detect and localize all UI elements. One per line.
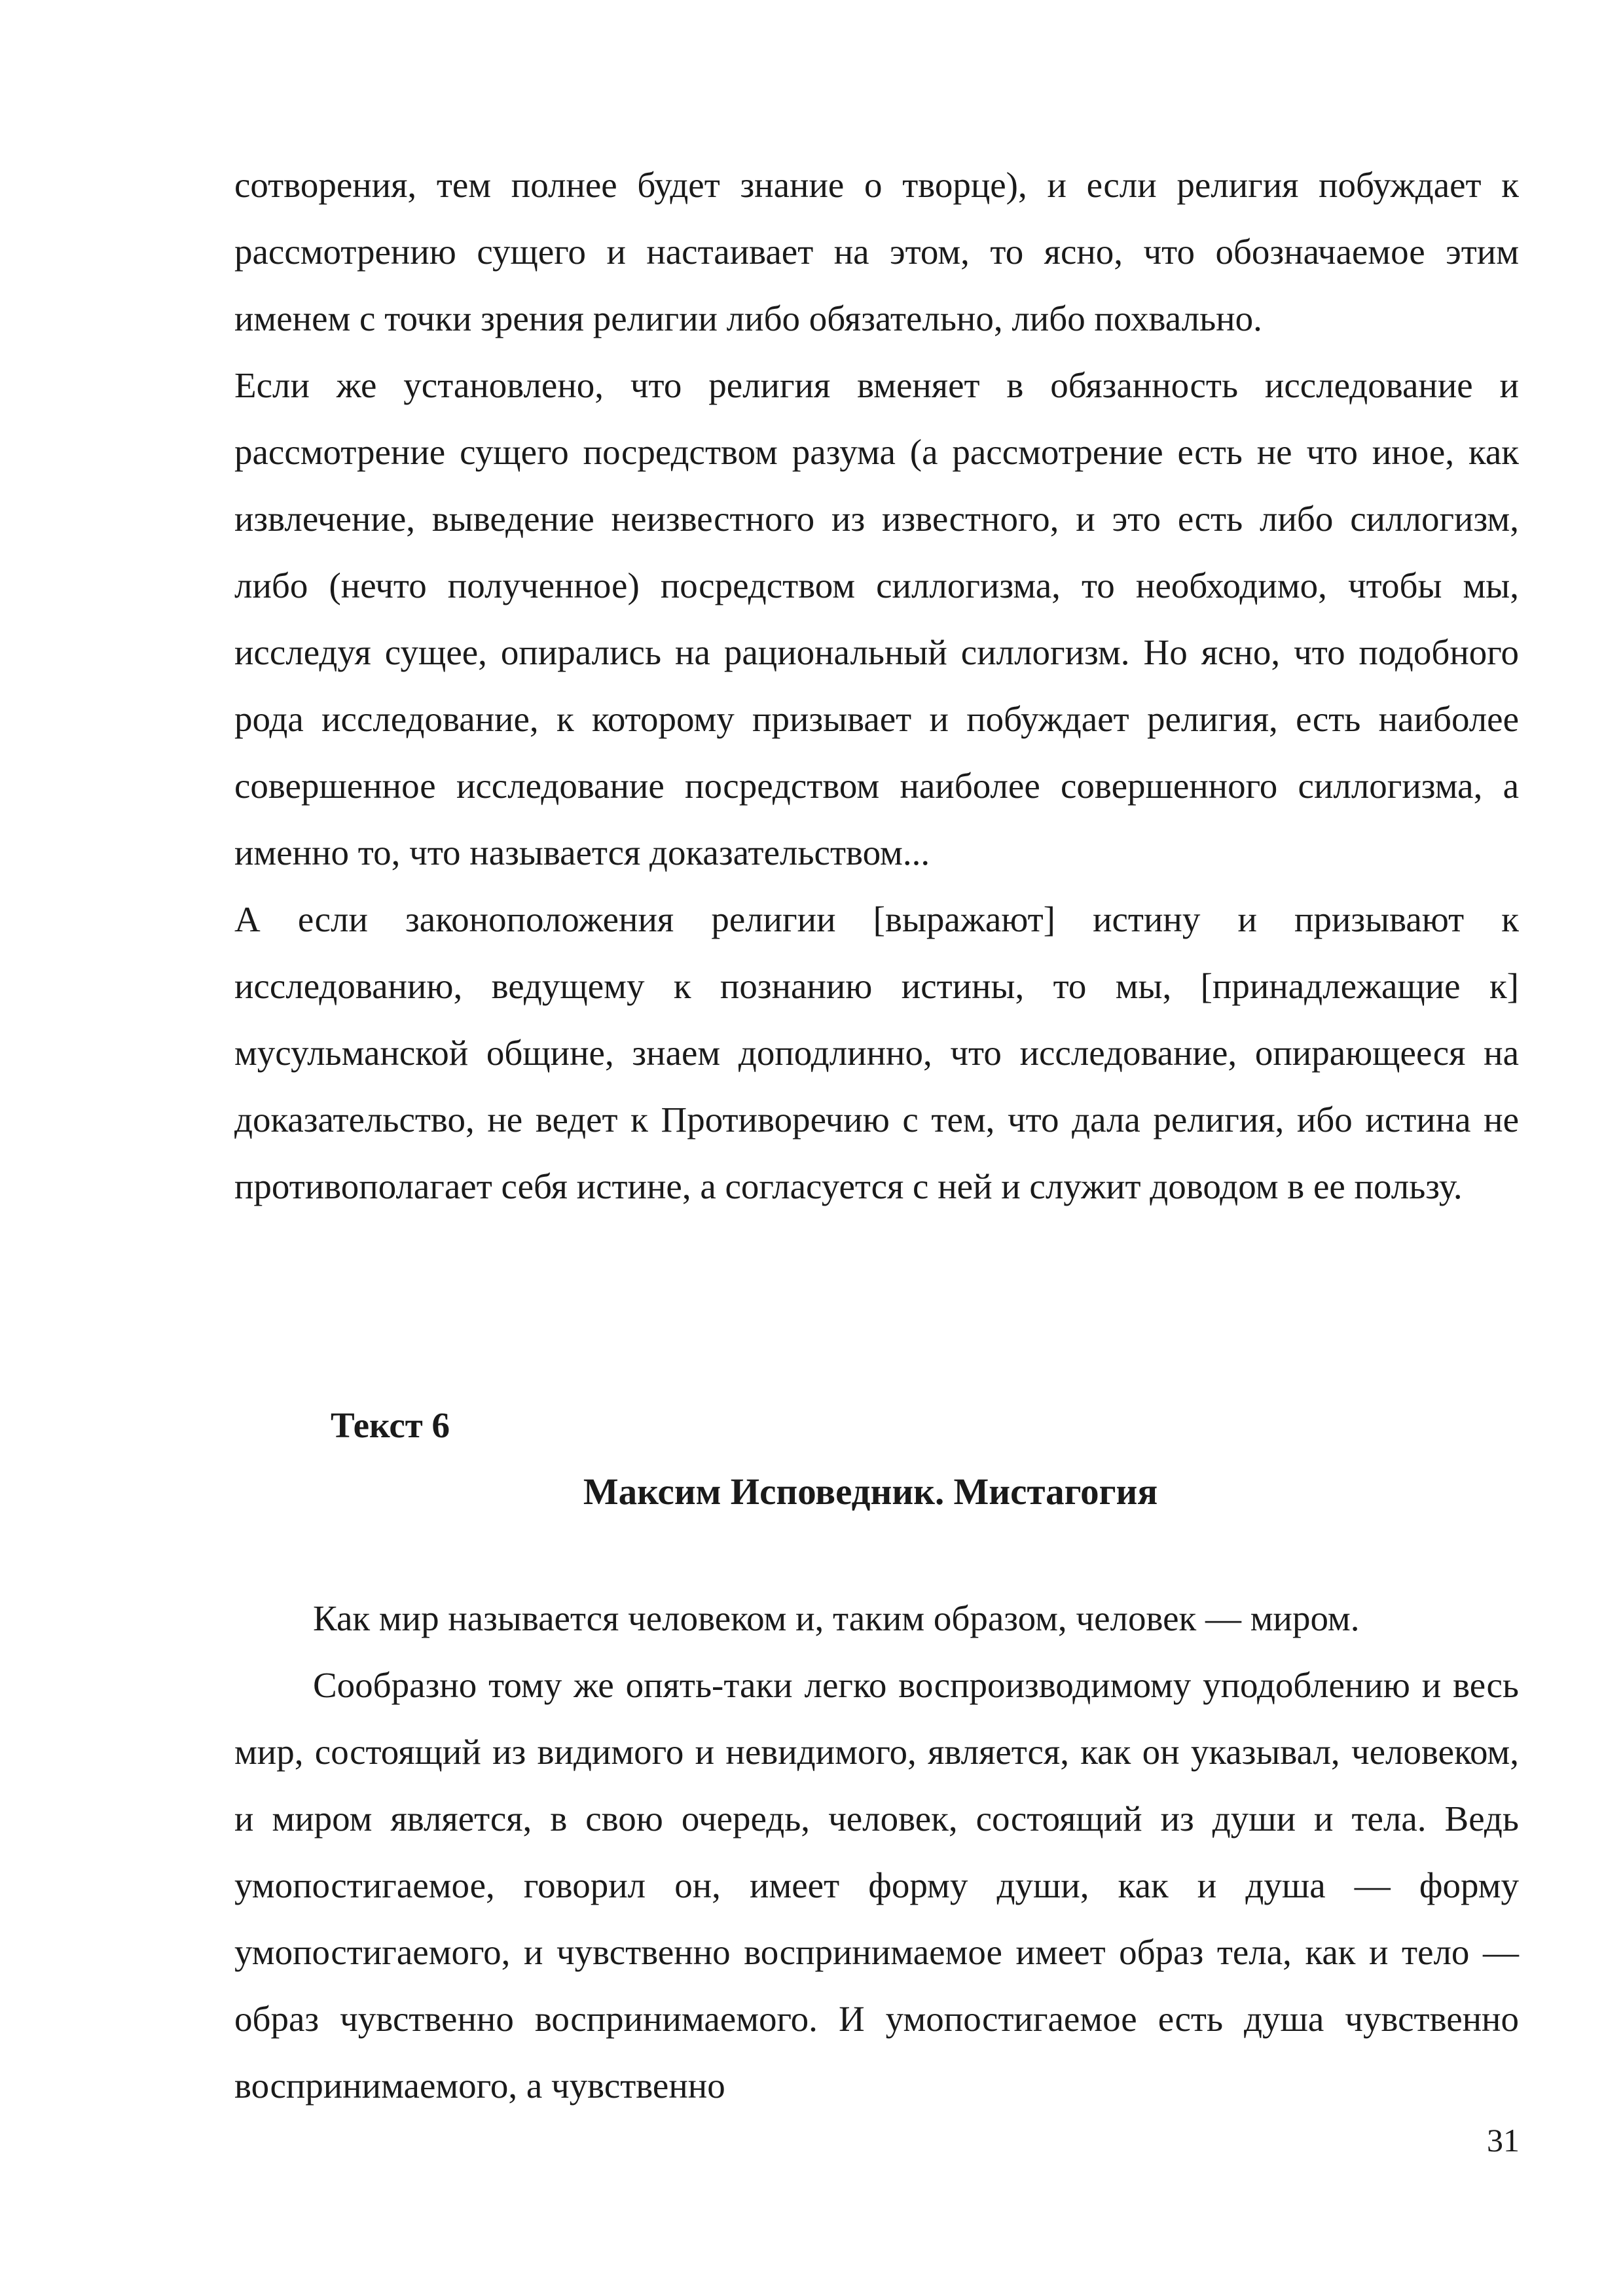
paragraph: Сообразно тому же опять-таки легко воспроизводимому уподоблению и весь мир, состоящий из видимого и невидимого, является, как он указывал, человеком, и миром является, в свою очередь, человек, состоящий из души и тела. Ведь умопостигаемое, говорил он, имеет форму души, как и душа — форму умопостигаемого, и чувственно воспринимаемое имеет образ тела, как и тело — образ чувственно воспринимаемого. И умопостигаемое есть душа чувственно воспринимаемого, а чувственно xyxy=(234,1665,1519,2106)
section-title: Максим Исповедник. Мистагогия xyxy=(583,1471,1158,1513)
page-number: 31 xyxy=(1487,2122,1520,2159)
paragraph: А если законоположения религии [выражают] истину и призывают к исследованию, ведущему к познанию истины, то мы, [принадлежащие к] мусульманской общине, знаем доподлинно, что исследование, опирающееся на доказательство, не ведет к Противоречию с тем, что дала религия, ибо истина не противополагает себя истине, а согласуется с ней и служит доводом в ее пользу. xyxy=(234,899,1519,1206)
paragraph: сотворения, тем полнее будет знание о творце), и если религия побуждает к рассмотрению сущего и настаивает на этом, то ясно, что обозначаемое этим именем с точки зрения религии либо обязательно, либо похвально. xyxy=(234,165,1519,338)
section-label: Текст 6 xyxy=(331,1405,450,1445)
document-body-top xyxy=(234,152,1519,1220)
document-body-bottom xyxy=(234,1585,1519,2119)
paragraph: Как мир называется человеком и, таким образом, человек — миром. xyxy=(313,1598,1360,1638)
paragraph: Если же установлено, что религия вменяет в обязанность исследование и рассмотрение сущего посредством разума (а рассмотрение есть не что иное, как извлечение, выведение неизвестного из известного, и это есть либо силлогизм, либо (нечто полученное) посредством силлогизма, то необходимо, чтобы мы, исследуя сущее, опирались на рациональный силлогизм. Но ясно, что подобного рода исследование, к которому призывает и побуждает религия, есть наиболее совершенное исследование посредством наиболее совершенного силлогизма, а именно то, что называется доказательством... xyxy=(234,365,1519,872)
